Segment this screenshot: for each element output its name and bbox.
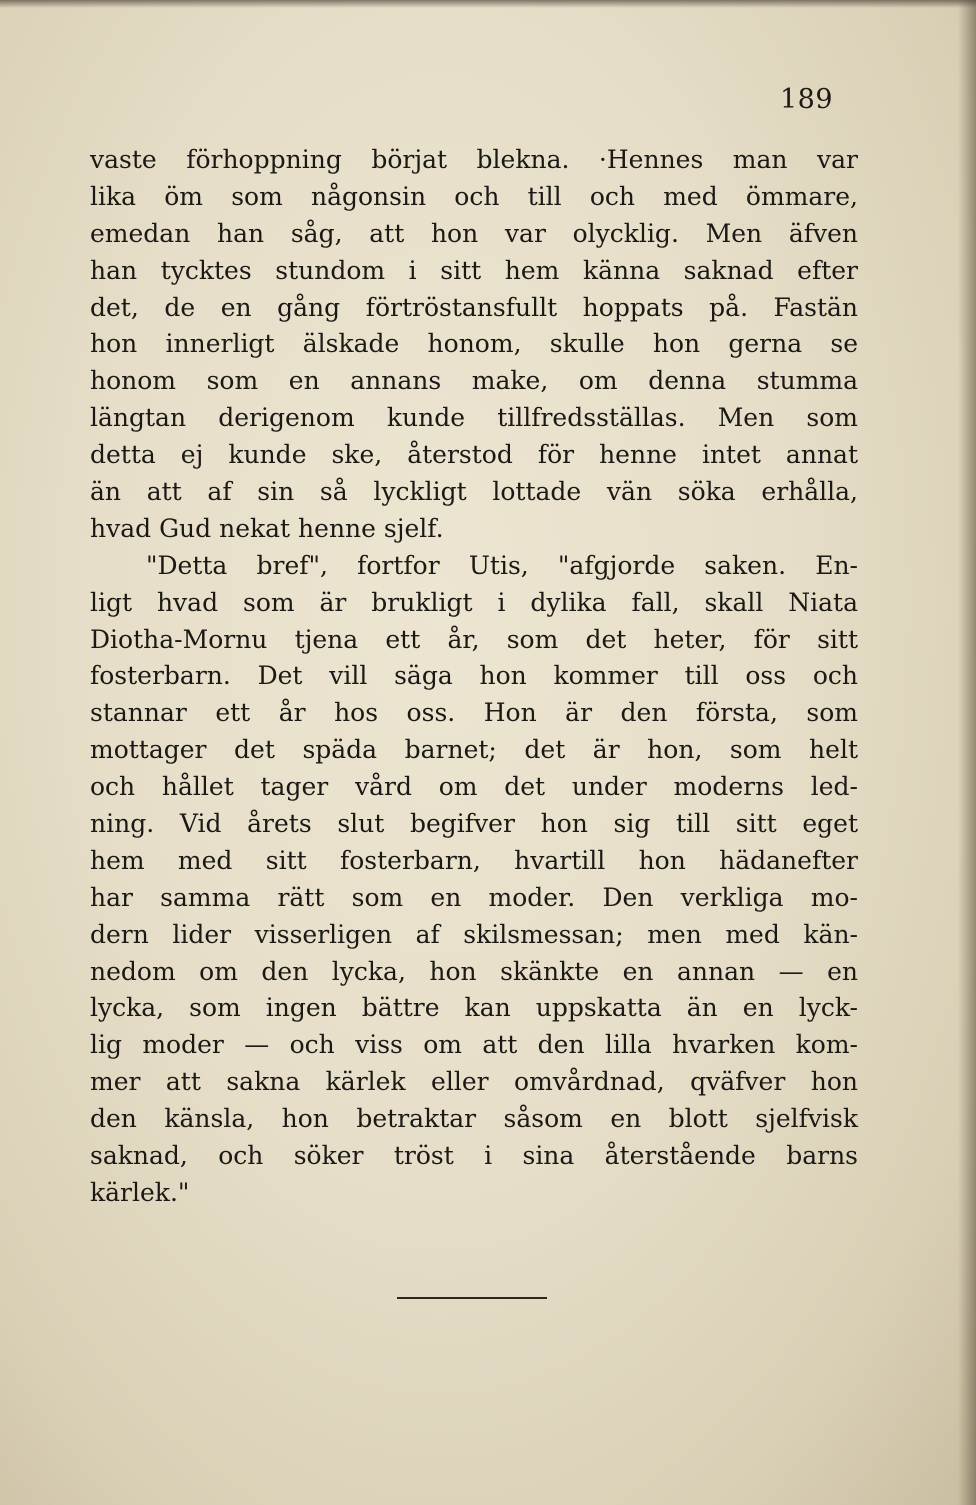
text-line: kärlek."	[90, 1177, 190, 1207]
text-line: saknad, och söker tröst i sina återstående barns	[90, 1141, 858, 1171]
text-line: dern lider visserligen af skilsmessan; men med kän-	[90, 919, 858, 949]
page-right-edge	[958, 0, 976, 1505]
text-line: fosterbarn. Det vill säga hon kommer till oss och	[90, 661, 858, 691]
text-line: stannar ett år hos oss. Hon är den första, som	[90, 698, 858, 728]
text-line: lycka, som ingen bättre kan uppskatta än en lyck-	[90, 993, 858, 1023]
text-line: än att af sin så lyckligt lottade vän söka erhålla,	[90, 477, 858, 507]
text-line: "Detta bref", fortfor Utis, "afgjorde saken. En-	[146, 550, 858, 580]
text-line: nedom om den lycka, hon skänkte en annan — en	[90, 956, 858, 986]
text-line: honom som en annans make, om denna stumma	[90, 366, 858, 396]
text-line: han tycktes stundom i sitt hem känna saknad efter	[90, 255, 858, 285]
text-line: mer att sakna kärlek eller omvårdnad, qväfver hon	[90, 1067, 858, 1097]
text-line: lika öm som någonsin och till och med ömmare,	[90, 181, 858, 211]
text-line: längtan derigenom kunde tillfredsställas. Men som	[90, 403, 858, 433]
page-top-shadow	[0, 0, 976, 8]
section-divider-rule	[397, 1297, 547, 1299]
text-line: hon innerligt älskade honom, skulle hon gerna se	[90, 329, 858, 359]
text-line: hem med sitt fosterbarn, hvartill hon hädanefter	[90, 845, 858, 875]
page-number: 189	[780, 84, 834, 115]
text-line: ning. Vid årets slut begifver hon sig till sitt eget	[90, 809, 858, 839]
text-line: emedan han såg, att hon var olycklig. Men äfven	[90, 218, 858, 248]
body-text	[90, 142, 858, 1212]
text-line: hvad Gud nekat henne sjelf.	[90, 513, 444, 543]
text-line: har samma rätt som en moder. Den verkliga mo-	[90, 882, 858, 912]
text-line: Diotha-Mornu tjena ett år, som det heter, för sitt	[90, 624, 858, 654]
text-line: ligt hvad som är brukligt i dylika fall, skall Niata	[90, 587, 858, 617]
text-line: vaste förhoppning börjat blekna. ·Hennes man var	[90, 145, 858, 174]
text-line: och hållet tager vård om det under moderns led-	[90, 772, 858, 802]
text-line: lig moder — och viss om att den lilla hvarken kom-	[90, 1030, 858, 1060]
text-line: den känsla, hon betraktar såsom en blott sjelfvisk	[90, 1104, 858, 1134]
text-line: det, de en gång förtröstansfullt hoppats på. Fastän	[90, 292, 858, 322]
text-line: mottager det späda barnet; det är hon, som helt	[90, 735, 858, 765]
text-line: detta ej kunde ske, återstod för henne intet annat	[90, 440, 858, 470]
